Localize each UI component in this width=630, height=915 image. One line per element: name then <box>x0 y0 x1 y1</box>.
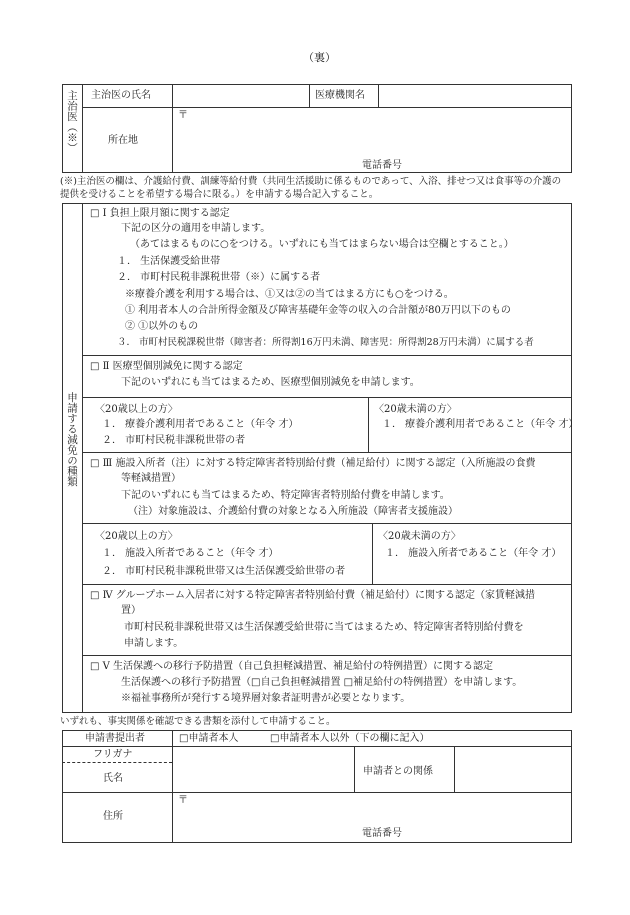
doctor-name-field[interactable] <box>173 85 308 106</box>
sec1-title: □ Ⅰ 負担上限月額に関する認定 <box>90 208 230 219</box>
sec1-item3: ３． 市町村民税課税世帯（障害者：所得割16万円未満、障害児：所得割28万円未満）に属する者 <box>117 337 534 348</box>
page-label: （裏） <box>303 51 336 64</box>
submitter-address-label: 住所 <box>103 811 123 822</box>
submitter-name-field[interactable] <box>173 747 353 791</box>
institution-field[interactable] <box>379 85 571 106</box>
doctor-note-line2: 提供を受けることを希望する場合に限る。）を申請する場合記入すること。 <box>60 189 379 200</box>
sec3-right-head: 〈20歳未満の方〉 <box>378 531 461 542</box>
sec2-left-item2: ２． 市町村民税非課税世帯の者 <box>102 435 246 446</box>
doctor-postal-mark: 〒 <box>178 110 188 121</box>
sec1-line1: 下記の区分の適用を申請します。 <box>121 223 271 234</box>
doctor-note-line1: (※)主治医の欄は、介護給付費、訓練等給付費（共同生活援助に係るものであって、入浴、排せつ又は食事等の介護の <box>60 176 562 187</box>
submitter-phone-label: 電話番号 <box>362 828 402 839</box>
sec5-title: □ Ⅴ 生活保護への移行予防措置（自己負担軽減措置、補足給付の特例措置）に関する認定 <box>90 661 494 672</box>
submitter-option-self[interactable]: □申請者本人 <box>179 733 239 744</box>
attach-note: いずれも、事実関係を確認できる書類を添付して申請すること。 <box>60 716 336 727</box>
sec5-line2: ※福祉事務所が発行する境界層対象者証明書が必要となります。 <box>121 693 411 704</box>
furigana-label: フリガナ <box>93 749 133 760</box>
sec1-sub2: ② ①以外のもの <box>125 321 199 332</box>
sec2-right-item1: １． 療養介護利用者であること（年令 才） <box>382 419 579 430</box>
sec4-title2: 置） <box>121 605 141 616</box>
sec3-line2: （注）対象施設は、介護給付費の対象となる入所施設（障害者支援施設） <box>128 506 458 517</box>
reduction-side-label: 申請する減免の種類 <box>66 392 78 487</box>
sec3-right-item1: １． 施設入所者であること（年令 才） <box>385 548 562 559</box>
relation-field[interactable] <box>455 747 571 791</box>
sec1-sub1: ① 利用者本人の合計所得金額及び障害基礎年金等の収入の合計額が80万円以下のもの <box>125 305 511 316</box>
doctor-side-label: 主治医（※） <box>66 90 78 153</box>
submitter-name-label: 氏名 <box>103 773 123 784</box>
sec4-line1: 市町村民税非課税世帯又は生活保護受給世帯に当てはまるため、特定障害者特別給付費を <box>124 622 524 633</box>
sec1-item1: １． 生活保護受給世帯 <box>117 256 221 267</box>
submitter-option-other[interactable]: □申請者本人以外（下の欄に記入） <box>270 733 430 744</box>
sec4-line2: 申請します。 <box>124 638 184 649</box>
sec4-checkbox[interactable] <box>88 589 100 602</box>
institution-label: 医療機関名 <box>315 90 365 101</box>
sec2-left-item1: １． 療養介護利用者であること（年令 才） <box>102 419 299 430</box>
sec2-line1: 下記のいずれにも当てはまるため、医療型個別減免を申請します。 <box>121 377 420 388</box>
sec3-checkbox[interactable] <box>88 457 100 470</box>
submitter-label: 申請書提出者 <box>85 733 145 744</box>
sec2-title: □ Ⅱ 医療型個別減免に関する認定 <box>90 361 243 372</box>
relation-label: 申請者との関係 <box>363 766 433 777</box>
sec3-title2: 等軽減措置） <box>121 473 181 484</box>
sec1-note: ※療養介護を利用する場合は、①又は②の当てはまる方にも○をつける。 <box>125 289 454 300</box>
sec2-checkbox[interactable] <box>88 360 100 373</box>
sec3-title: □ Ⅲ 施設入所者（注）に対する特定障害者特別給付費（補足給付）に関する認定（入所施設の食費 <box>90 458 536 469</box>
sec3-line1: 下記のいずれにも当てはまるため、特定障害者特別給付費を申請します。 <box>121 490 450 501</box>
sec3-left-item1: １． 施設入所者であること（年令 才） <box>102 548 279 559</box>
sec1-checkbox[interactable] <box>88 207 100 220</box>
doctor-phone-label: 電話番号 <box>362 160 402 171</box>
sec2-left-head: 〈20歳以上の方〉 <box>95 404 178 415</box>
sec3-left-item2: ２． 市町村民税非課税世帯又は生活保護受給世帯の者 <box>102 566 346 577</box>
sec5-checkbox[interactable] <box>88 660 100 673</box>
sec3-left-head: 〈20歳以上の方〉 <box>95 531 178 542</box>
doctor-name-label: 主治医の氏名 <box>91 90 151 101</box>
sec1-item2: ２． 市町村民税非課税世帯（※）に属する者 <box>117 272 321 283</box>
doctor-address-label: 所在地 <box>108 135 138 146</box>
sec2-right-head: 〈20歳未満の方〉 <box>374 404 457 415</box>
sec4-title: □ Ⅳ グループホーム入居者に対する特定障害者特別給付費（補足給付）に関する認定（家賃軽減措 <box>90 590 535 601</box>
sec5-line1: 生活保護への移行予防措置（□自己負担軽減措置 □補足給付の特例措置）を申請します。 <box>121 677 523 688</box>
submitter-postal-mark: 〒 <box>178 795 188 806</box>
sec1-line2: （あてはまるものに○をつける。いずれにも当てはまらない場合は空欄とすること。） <box>130 239 514 250</box>
